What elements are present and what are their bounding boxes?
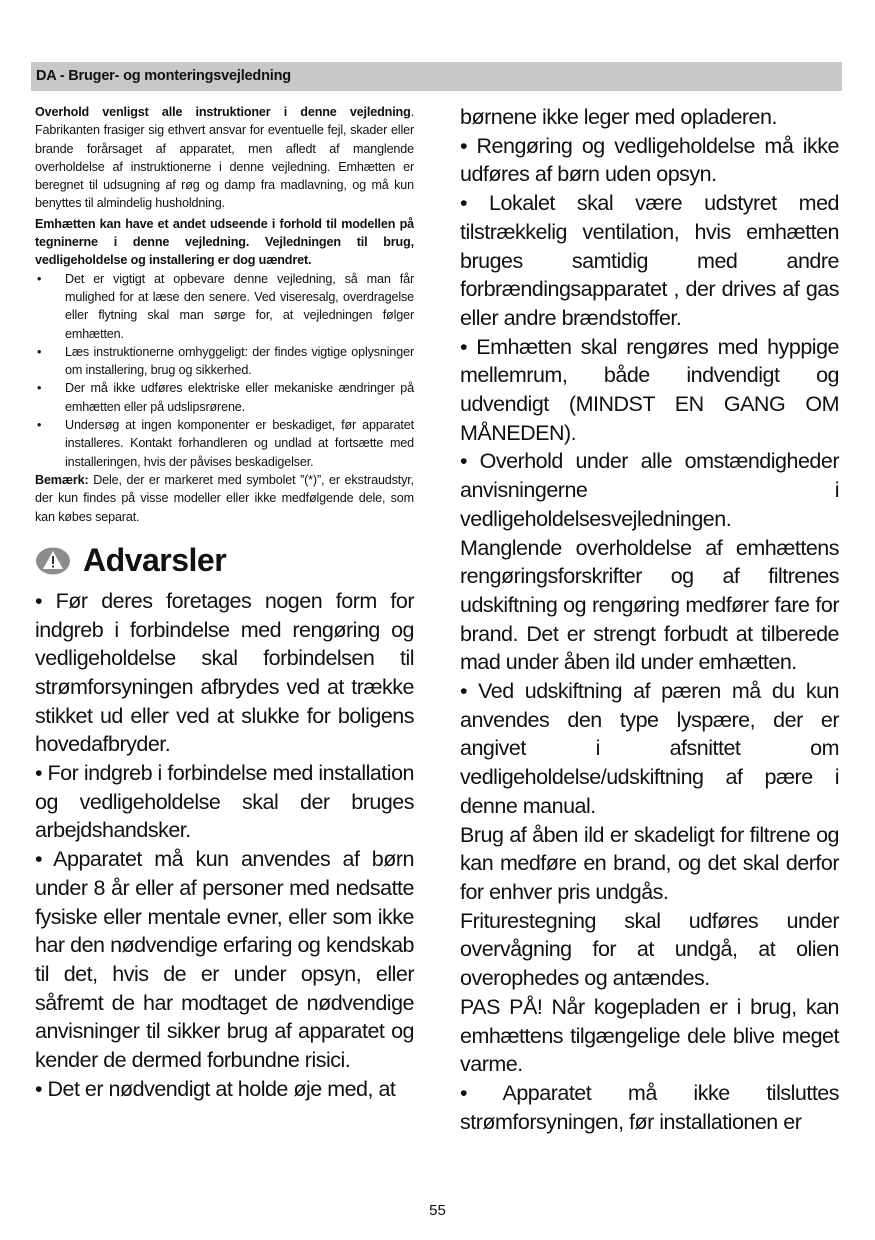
warnings-title: Advarsler — [83, 542, 227, 579]
warning-paragraph: • Apparatet må kun anvendes af børn under 8 år eller af personer med nedsatte fysiske eller mentale evner, eller som ikke har den nødvendige erfaring og kendskab til det, hvis de er under opsyn, eller såfremt de har modtaget de nødvendige anvisninger til sikker brug af apparatet og kender de dermed forbundne risici. — [35, 847, 414, 1073]
left-column — [35, 103, 414, 1103]
intro-bold-2: Emhætten kan have et andet udseende i forhold til modellen på tegninerne i denne vejledning. Vejledningen til brug, vedligeholdelse og installering er dog uændret. — [35, 216, 414, 268]
note-text: Dele, der er markeret med symbolet ”(*)”, er ekstraudstyr, der kun findes på visse modeller eller ikke medfølgende dele, som kan købes separat. — [35, 472, 414, 524]
warning-paragraph: • Før deres foretages nogen form for indgreb i forbindelse med rengøring og vedligeholdelse skal forbindelsen til strømforsyningen afbrydes ved at trække stikket ud eller ved at slukke for boligens hovedafbryder. — [35, 588, 414, 757]
warnings-left-text — [35, 587, 414, 1104]
warning-paragraph: • Overhold under alle omstændigheder anvisningerne i vedligeholdelsesvejledningen. — [460, 449, 839, 531]
page-number: 55 — [429, 1202, 446, 1219]
intro-paragraph-2 — [35, 215, 414, 270]
warning-paragraph: • Apparatet må ikke tilsluttes strømforsyningen, før installationen er — [460, 1080, 839, 1134]
note-paragraph — [35, 471, 414, 526]
warning-paragraph: • Ved udskiftning af pæren må du kun anvendes den type lyspære, der er angivet i afsnittet om vedligeholdelse/udskiftning af pære i denne manual. — [460, 679, 839, 818]
list-item: • Det er vigtigt at opbevare denne vejledning, så man får mulighed for at læse den senere. Ved viseresalg, overdragelse eller flytning skal man sørge for, at vejledningen følger emhætten. — [37, 271, 414, 341]
warning-paragraph: • For indgreb i forbindelse med installation og vedligeholdelse skal der bruges arbejdshandsker. — [35, 761, 414, 843]
warning-icon — [35, 546, 71, 576]
note-label: Bemærk: — [35, 472, 89, 487]
warning-paragraph: • Rengøring og vedligeholdelse må ikke udføres af børn uden opsyn. — [460, 133, 839, 187]
right-column — [460, 103, 839, 1136]
warning-paragraph: • Emhætten skal rengøres med hyppige mellemrum, både indvendigt og udvendigt (MINDST EN GANG OM MÅNEDEN). — [460, 334, 839, 445]
warning-paragraph: PAS PÅ! Når kogepladen er i brug, kan emhættens tilgængelige dele blive meget varme. — [460, 994, 839, 1077]
warning-paragraph: Brug af åben ild er skadeligt for filtrene og kan medføre en brand, og det skal derfor for enhver pris undgås. — [460, 822, 839, 904]
warning-paragraph: Manglende overholdelse af emhættens rengøringsforskrifter og af filtrenes udskiftning og rengøring medfører fare for brand. Det er strengt forbudt at tilberede mad under åben ild under emhætten. — [460, 535, 839, 675]
intro-paragraph-1 — [35, 103, 414, 213]
warnings-heading — [35, 542, 414, 580]
warning-paragraph: • Lokalet skal være udstyret med tilstrækkelig ventilation, hvis emhætten bruges samtidig med andre forbrændingsapparatet , der drives af gas eller andre brændstoffer. — [460, 191, 839, 330]
list-item: • Undersøg at ingen komponenter er beskadiget, før apparatet installeres. Kontakt forhandleren og undlad at fortsætte med installeringen, hvis der påvises beskadigelser. — [37, 418, 414, 469]
intro-text-1: . Fabrikanten frasiger sig ethvert ansvar for eventuelle fejl, skader eller brande forårsaget af apparatet, men afledt af manglende overholdelse af instruktionerne i denne vejledning. Emhætten er beregnet til udsugning af røg og damp fra madlavning, og må kun benyttes til almindelig husholdning. — [35, 105, 414, 211]
section-header — [31, 62, 842, 91]
section-title: DA - Bruger- og monteringsvejledning — [36, 68, 291, 84]
intro-bullet-list — [35, 270, 414, 471]
warning-paragraph: børnene ikke leger med opladeren. — [460, 105, 777, 129]
list-item: • Læs instruktionerne omhyggeligt: der findes vigtige oplysninger om installering, brug og sikkerhed. — [37, 344, 414, 378]
warning-paragraph: • Det er nødvendigt at holde øje med, at — [35, 1076, 396, 1101]
intro-bold-1: Overhold venligst alle instruktioner i denne vejledning — [35, 105, 411, 119]
list-item: • Der må ikke udføres elektriske eller mekaniske ændringer på emhætten eller på udslipsrørene. — [37, 381, 414, 414]
warning-paragraph: Friturestegning skal udføres under overvågning for at undgå, at olien overophedes og antændes. — [460, 908, 839, 991]
